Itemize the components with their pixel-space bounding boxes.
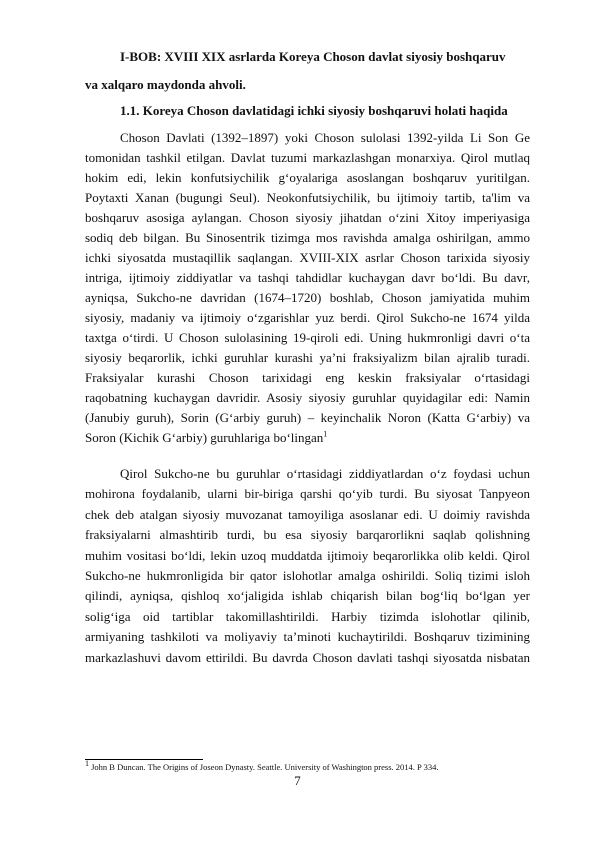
paragraph-1-line: sodiq deb bilgan. Bu Sinosentrik tizimga mos ravishda amalga oshirilgan, ammo: [85, 230, 530, 245]
paragraph-1-line: taxtga o‘tirdi. U Choson sulolasining 19-qiroli edi. Uning hukmronligi davri o‘ta: [85, 330, 530, 345]
paragraph-1-last-text: Soron (Kichik G‘arbiy) guruhlariga bo‘lingan: [85, 430, 324, 445]
paragraph-1-line: boshqaruv asosiga aylangan. Choson siyosiy jihatdan o‘zini Xitoy imperiyasiga: [85, 210, 530, 225]
paragraph-1-line: raqobatning kuchaygan davridir. Asosiy siyosiy guruhlar quyidagilar edi: Namin: [85, 390, 530, 405]
footnote-divider: [85, 759, 203, 760]
page-number: 7: [294, 773, 301, 788]
paragraph-1-line: (Janubiy guruh), Sorin (G‘arbiy guruh) – keyinchalik Noron (Katta G‘arbiy) va: [85, 410, 530, 425]
paragraph-2-line: armiyaning tashkiloti va moliyaviy ta’minoti kuchaytirildi. Boshqaruv tizimining: [85, 629, 530, 645]
paragraph-2-line: mohirona foydalanib, ularni bir-biriga qarshi qo‘yib turdi. Bu siyosat Tanpyeon: [85, 486, 530, 502]
section-title: 1.1. Koreya Choson davlatidagi ichki siyosiy boshqaruvi holati haqida: [120, 103, 508, 118]
chapter-title-line-2: va xalqaro maydonda ahvoli.: [85, 77, 246, 92]
paragraph-2-line: Qirol Sukcho-ne bu guruhlar o‘rtasidagi ziddiyatlardan o‘z foydasi uchun: [120, 466, 530, 481]
chapter-title-line-1: I-BOB: XVIII XIX asrlarda Koreya Choson davlat siyosiy boshqaruv: [120, 49, 506, 64]
paragraph-2-line: fraksiyalarni almashtirib turdi, bu esa siyosiy barqarorlikni saqlab qolishning: [85, 527, 530, 543]
paragraph-2-line: markazlashuvi davom ettirildi. Bu davrda Choson davlati tashqi siyosatda nisbatan: [85, 649, 530, 665]
paragraph-2-line: chek deb atalgan siyosiy muvozanat tamoyiliga asoslanar edi. U doimiy ravishda: [85, 506, 530, 522]
paragraph-2-line: muhim vositasi bo‘ldi, lekin uzoq muddatda ijtimoiy beqarorlikka olib keldi. Qirol: [85, 547, 530, 563]
footnote-reference: 1: [323, 429, 328, 439]
paragraph-1-line: siyosiy, madaniy va ijtimoiy o‘zgarishlar yuz berdi. Qirol Sukcho-ne 1674 yilda: [85, 310, 530, 325]
footnote-number: 1: [85, 759, 89, 769]
paragraph-2-line: solig‘iga oid tartiblar takomillashtirildi. Harbiy tizimda islohotlar qilinib,: [85, 608, 530, 624]
paragraph-1-line: intriga, ijtimoiy ziddiyatlar va tashqi tahdidlar kuchaygan davr bo‘ldi. Bu davr,: [85, 270, 530, 285]
paragraph-2-line: Sukcho-ne hukmronligida bir qator islohotlar amalga oshirildi. Soliq tizimi isloh: [85, 568, 530, 583]
paragraph-2-line: qilindi, ayniqsa, qishloq xo‘jaligida ishlab chiqarish bilan bog‘liq bo‘lgan yer: [85, 588, 530, 604]
paragraph-1-line: siyosiy beqarorlik, ichki guruhlar kurashi ya’ni fraksiyalizm bilan ajralib turadi.: [85, 350, 530, 365]
paragraph-1-line: hokim edi, lekin konfutsiychilik g‘oyalariga asoslangan boshqaruv yuritilgan.: [85, 170, 530, 185]
paragraph-1-line: Choson Davlati (1392–1897) yoki Choson sulolasi 1392-yilda Li Son Ge: [120, 130, 530, 145]
paragraph-1-last-line: [85, 428, 530, 448]
footnote-text: John B Duncan. The Origins of Joseon Dynasty. Seattle. University of Washington press. 2014. P 334.: [91, 762, 439, 772]
paragraph-1-line: ayniqsa, Sukcho-ne davridan (1674–1720) boshlab, Choson jamiyatida muhim: [85, 290, 530, 305]
footnote: [85, 759, 439, 772]
paragraph-1-line: tomonidan tashkil etilgan. Davlat tuzumi markazlashgan monarxiya. Qirol mutlaq: [85, 150, 530, 165]
paragraph-1-line: Poytaxti Xanan (bugungi Seul). Neokonfutsiychilik, bu ijtimoiy tartib, ta'lim va: [85, 190, 530, 205]
paragraph-1-line: ichki siyosatda mustaqillik saqlangan. XVIII-XIX asrlar Choson tarixida siyosiy: [85, 250, 530, 265]
paragraph-1-line: Fraksiyalar kurashi Choson tarixidagi eng keskin fraksiyalar o‘rtasidagi: [85, 370, 530, 385]
